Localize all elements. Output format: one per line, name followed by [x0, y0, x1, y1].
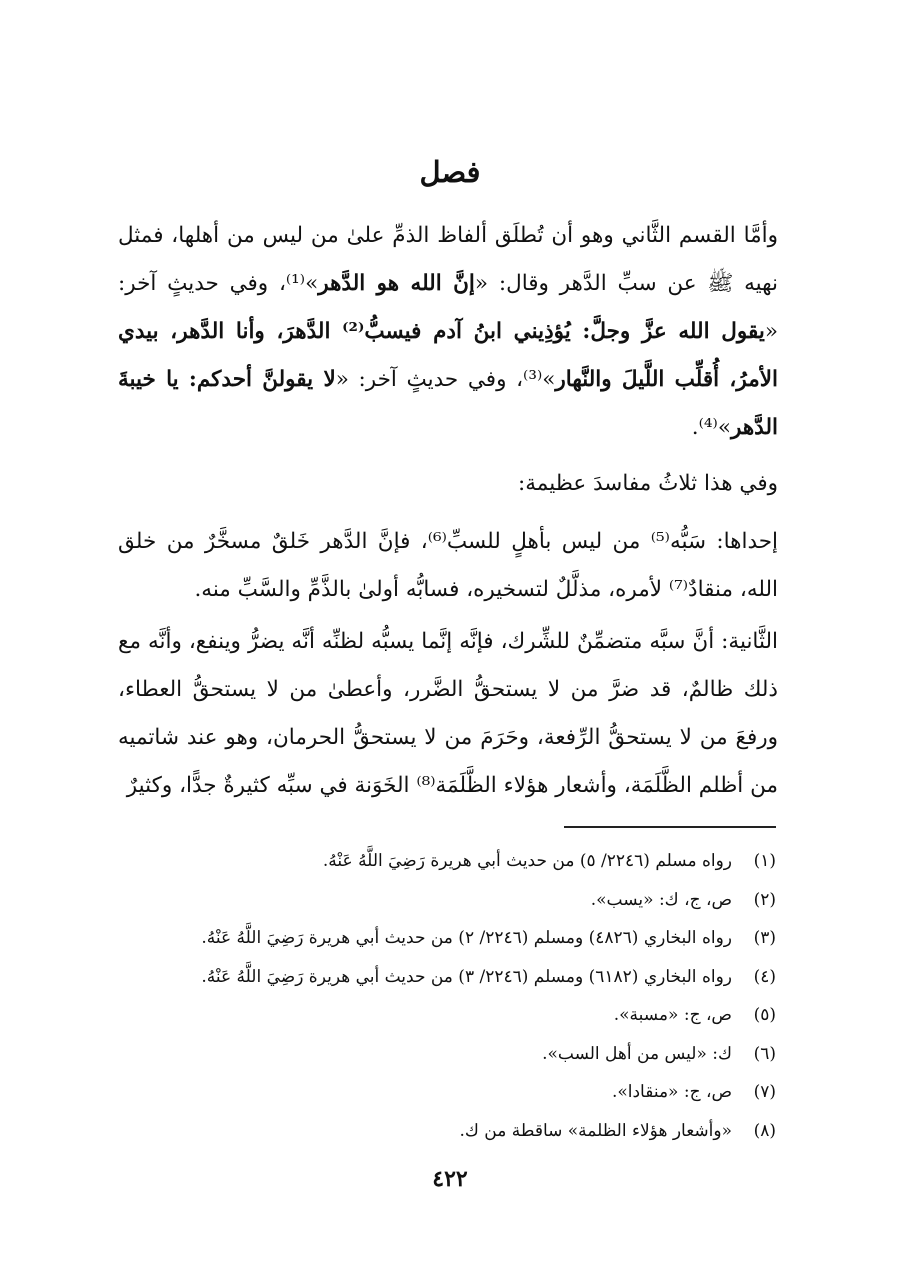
footnote-number: (٨): [753, 1120, 776, 1141]
hadith-quote-3: لا يقولنَّ أحدكم: يا خيبةَ الدَّهر: [118, 367, 778, 440]
paragraph-2: وفي هذا ثلاثُ مفاسدَ عظيمة:: [518, 471, 778, 496]
footnote-number: (٥): [753, 1005, 776, 1025]
footnote-text: ك: «ليس من أهل السب».: [542, 1043, 732, 1064]
footnote-8: [120, 1112, 776, 1151]
footnote-text: رواه مسلم (٢٢٤٦/ ٥) من حديث أبي هريرة رَضِيَ اللَّهُ عَنْهُ.: [322, 851, 732, 871]
footnote-text: ص، ج: «مسبة».: [613, 1005, 732, 1025]
hadith-quote-2: يقول الله عزَّ وجلَّ: يُؤذِيني ابنُ آدم فيسبُّ⁽²⁾ الدَّهرَ، وأنا الدَّهر، بيدي الأمرُ، أُقلِّب اللَّيلَ والنَّهار: [118, 319, 778, 392]
paragraph-1-text-4: »⁽⁴⁾.: [691, 415, 731, 440]
footnote-1: [120, 842, 776, 881]
footnote-5: [120, 996, 776, 1035]
footnote-text: ص، ج: «منقادا».: [611, 1082, 732, 1102]
footnote-number: (٦): [753, 1043, 776, 1064]
footnote-text: ص، ج، ك: «يسب».: [590, 889, 732, 910]
paragraph-3: إحداها: سَبُّه⁽⁵⁾ من ليس بأهلٍ للسبِّ⁽⁶⁾، فإنَّ الدَّهر خَلقٌ مسخَّرٌ من خلق الله، منقادٌ⁽⁷⁾ لأمره، مذلَّلٌ لتسخيره، فسابُّه أولىٰ بالذَّمِّ والسَّبِّ منه.: [118, 529, 778, 602]
footnote-number: (١): [753, 851, 776, 871]
page-number: ٤٢٢: [432, 1166, 468, 1192]
paragraph-1: [118, 212, 778, 452]
footnote-text: رواه البخاري (٤٨٢٦) ومسلم (٢٢٤٦/ ٢) من حديث أبي هريرة رَضِيَ اللَّهُ عَنْهُ.: [201, 928, 732, 948]
footnote-7: [120, 1073, 776, 1112]
footnote-number: (٣): [753, 928, 776, 948]
paragraph-1-text-1: وأمَّا القسم الثَّاني وهو أن تُطلَق ألفاظ الذمِّ علىٰ من ليس من أهلها، فمثل نهيه ﷺ عن سبِّ الدَّهر وقال: «: [118, 223, 778, 296]
footnote-number: (٧): [753, 1082, 776, 1102]
section-heading: فصل: [419, 155, 481, 189]
hadith-quote-1: إنَّ الله هو الدَّهر: [318, 271, 475, 296]
footnote-text: رواه البخاري (٦١٨٢) ومسلم (٢٢٤٦/ ٣) من حديث أبي هريرة رَضِيَ اللَّهُ عَنْهُ.: [201, 966, 732, 987]
paragraph-1-text-3: »⁽³⁾، وفي حديثٍ آخر: «: [335, 367, 556, 392]
footnotes-list: [120, 842, 776, 1150]
footnote-6: [120, 1035, 776, 1074]
paragraph-4: الثَّانية: أنَّ سبَّه متضمِّنٌ للشِّرك، فإنَّه إنَّما يسبُّه لظنِّه أنَّه يضرُّ وينفع، وأنَّه مع ذلك ظالمٌ، قد ضرَّ من لا يستحقُّ الضَّرر، وأعطىٰ من لا يستحقُّ العطاء، ورفعَ من لا يستحقُّ الرِّفعة، وحَرَمَ من لا يستحقُّ الحرمان، وهو عند شاتميه من أظلم الظَّلَمَة، وأشعار هؤلاء الظَّلَمَة⁽⁸⁾ الخَوَنة في سبِّه كثيرةٌ جدًّا، وكثيرٌ: [118, 629, 778, 798]
footnote-separator: [564, 826, 776, 828]
footnote-number: (٢): [753, 889, 776, 910]
footnote-number: (٤): [753, 966, 776, 987]
footnote-3: [120, 919, 776, 958]
paragraph-1-text-2: »⁽¹⁾، وفي حديثٍ آخر: «: [118, 271, 778, 344]
footnote-2: [120, 881, 776, 920]
footnote-text: «وأشعار هؤلاء الظلمة» ساقطة من ك.: [459, 1120, 732, 1141]
footnote-4: [120, 958, 776, 997]
